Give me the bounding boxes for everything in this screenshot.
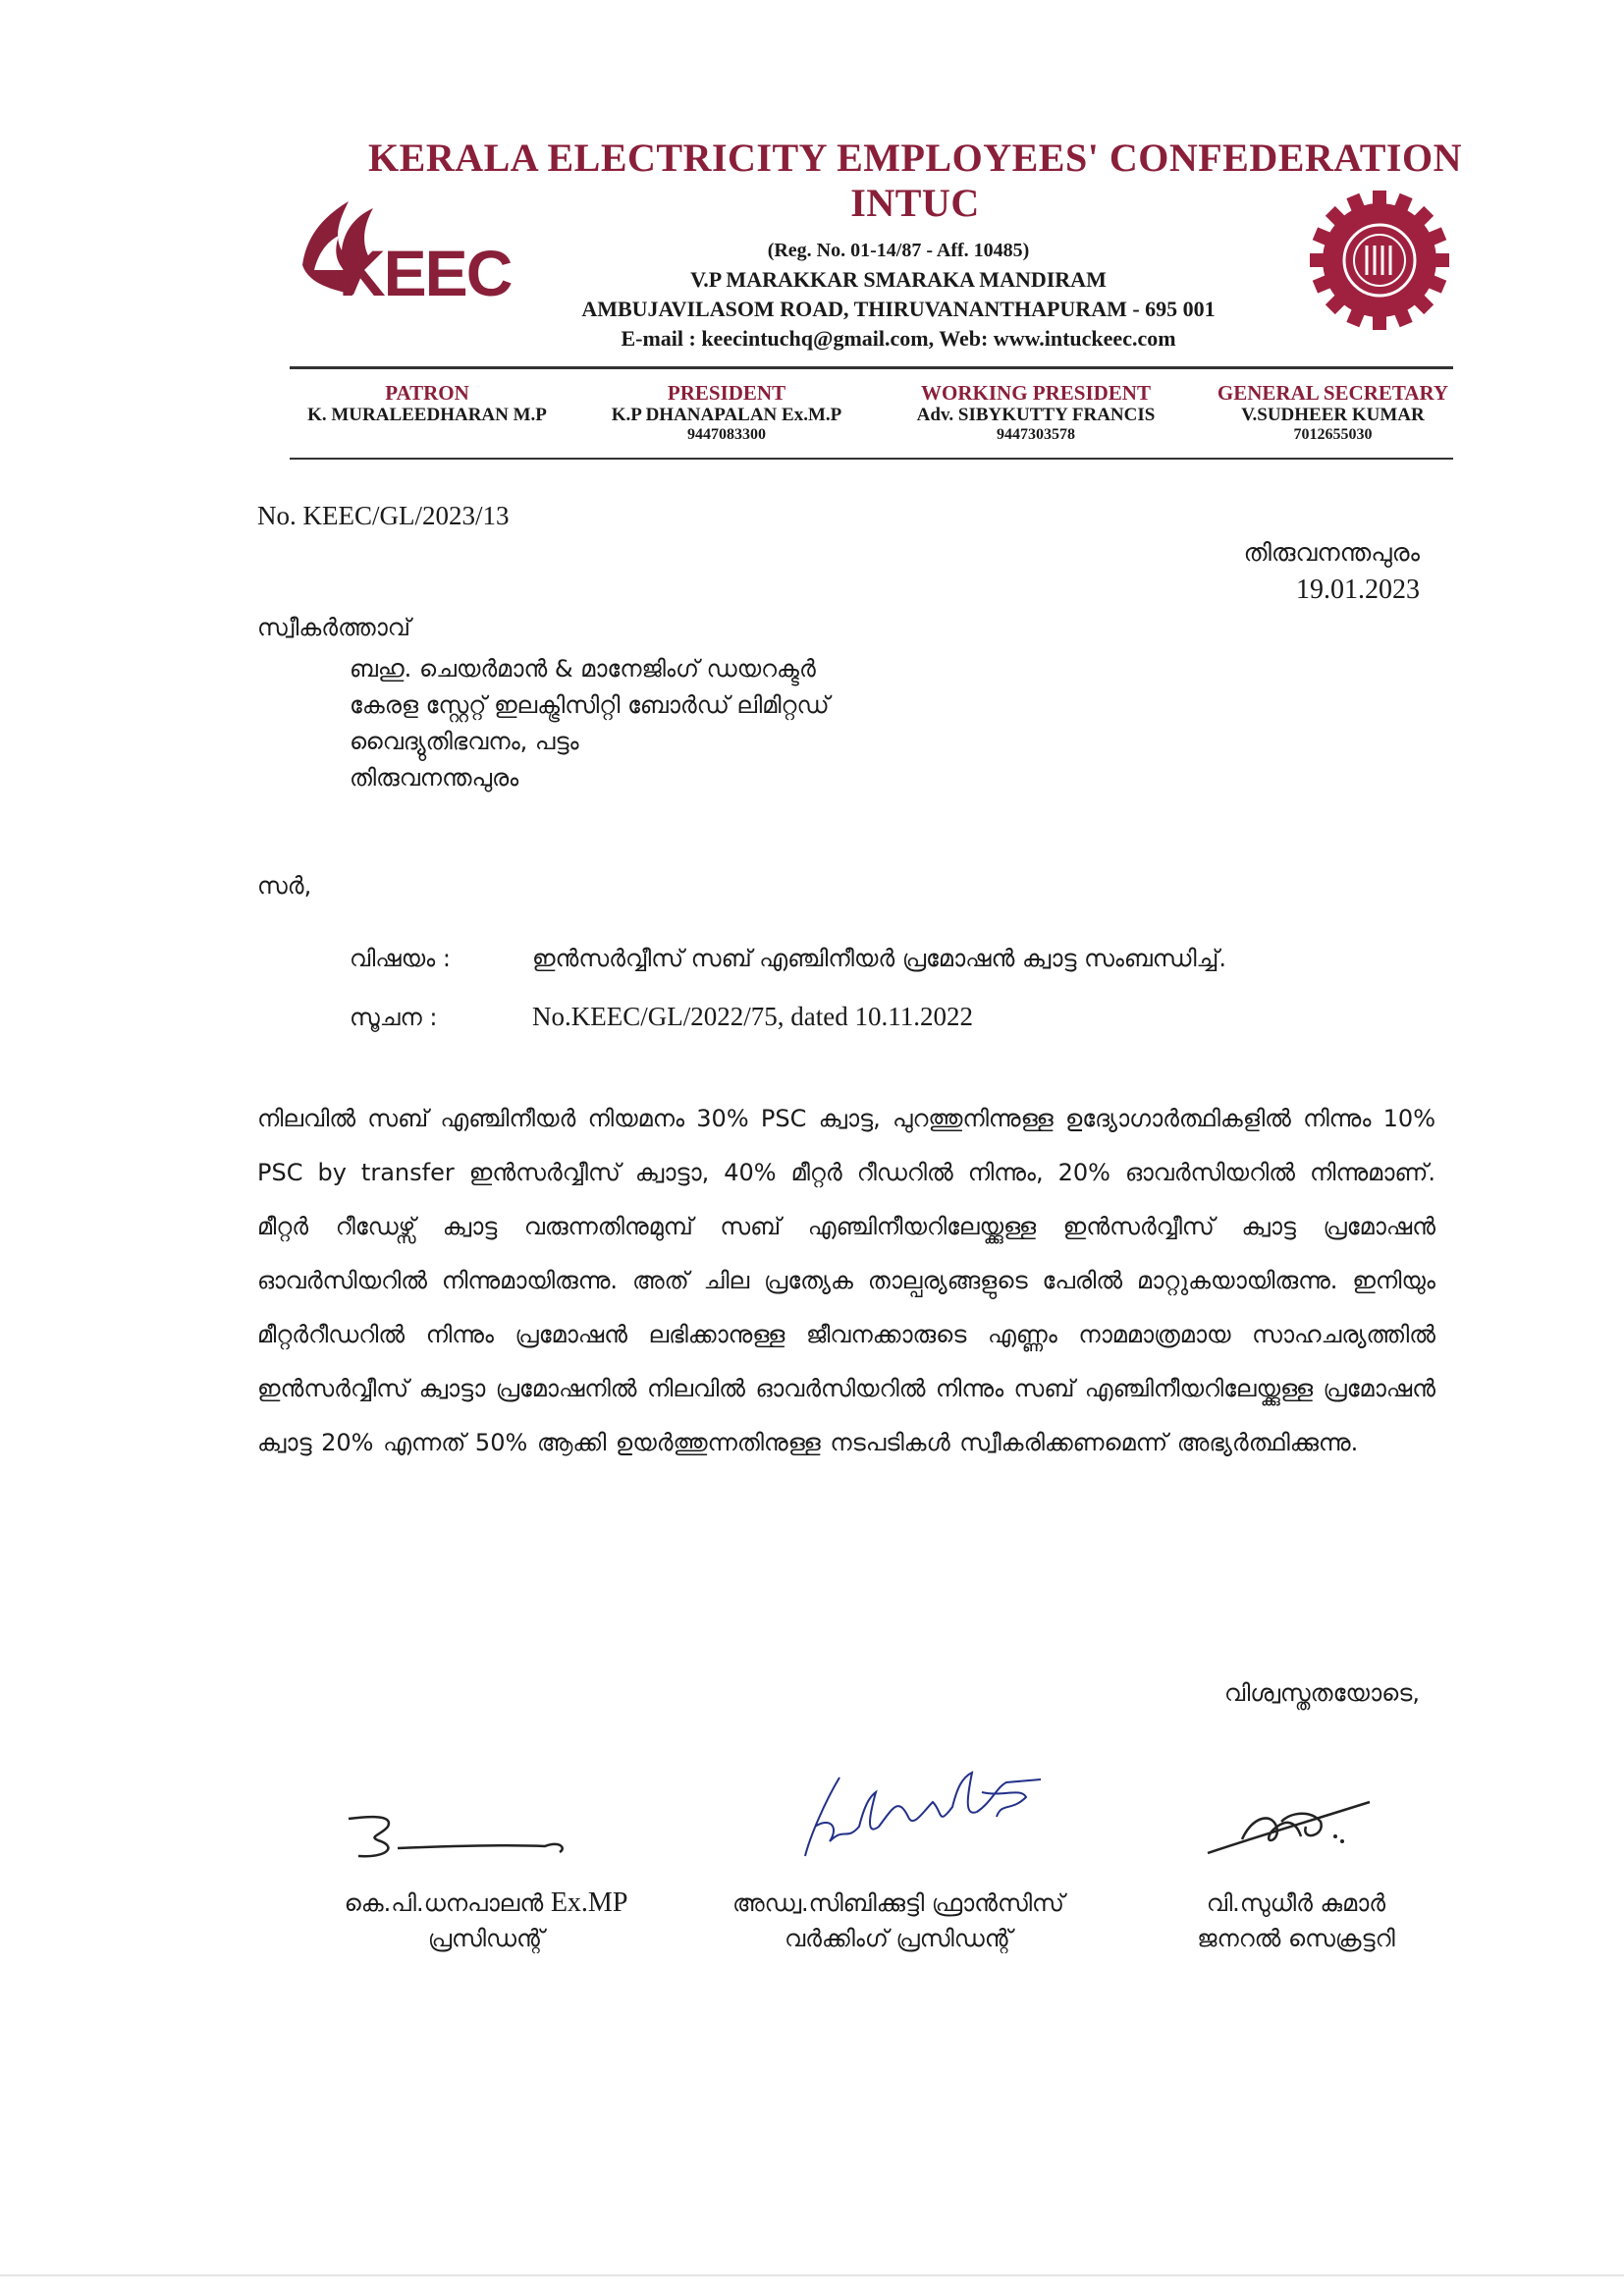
- signatory-suffix: Ex.MP: [550, 1887, 628, 1918]
- signatory-designation: വർക്കിംഗ് പ്രസിഡന്റ്: [785, 1925, 1012, 1952]
- recipient-line: തിരുവനന്തപുരം: [350, 764, 519, 792]
- letter-place: തിരുവനന്തപുരം: [1243, 538, 1420, 567]
- officer-working-president: WORKING PRESIDENT Adv. SIBYKUTTY FRANCIS 9447303578: [916, 381, 1156, 443]
- reference-text: No.KEEC/GL/2022/75, dated 10.11.2022: [532, 1002, 973, 1031]
- logo-text: KEEC: [339, 237, 512, 309]
- signatory-designation: പ്രസിഡന്റ്: [427, 1925, 545, 1952]
- contact-line: E-mail : keecintuchq@gmail.com, Web: www.intuckeec.com: [621, 326, 1176, 351]
- road-line: AMBUJAVILASOM ROAD, THIRUVANANTHAPURAM - 695 001: [581, 297, 1216, 321]
- subject-label: വിഷയം :: [350, 945, 451, 972]
- signatory-president: [295, 1886, 677, 1956]
- letter-date: 19.01.2023: [1296, 574, 1420, 605]
- closing-line: വിശ്വസ്തതയോടെ,: [1224, 1679, 1420, 1707]
- signatory-working-president: [702, 1886, 1095, 1956]
- signatory-name: വി.സുധീർ കുമാർ: [1206, 1889, 1386, 1917]
- gear-seal-icon: [1306, 187, 1453, 334]
- building-line: V.P MARAKKAR SMARAKA MANDIRAM: [690, 267, 1107, 292]
- header-divider-top: [290, 366, 1453, 369]
- signature-president: [339, 1807, 594, 1866]
- signatory-name: അഡ്വ.സിബിക്കുട്ടി ഫ്രാൻസിസ്: [732, 1889, 1064, 1917]
- salutation: സർ,: [257, 872, 312, 900]
- signature-working-president: [785, 1758, 1060, 1876]
- recipient-line: വൈദ്യുതിഭവനം, പട്ടം: [350, 728, 579, 755]
- officer-president: PRESIDENT K.P DHANAPALAN Ex.M.P 9447083300: [611, 381, 842, 443]
- signature-general-secretary: [1203, 1792, 1380, 1871]
- registration-line: (Reg. No. 01-14/87 - Aff. 10485): [767, 240, 1030, 261]
- officer-general-secretary: GENERAL SECRETARY V.SUDHEER KUMAR 7012655030: [1217, 381, 1449, 443]
- letter-body: നിലവിൽ സബ് എഞ്ചിനീയർ നിയമനം 30% PSC ക്വാട്ട, പുറത്തുനിന്നുള്ള ഉദ്യോഗാർത്ഥികളിൽ നിന്നും 10% PSC by transfer ഇൻസർവ്വീസ് ക്വാട്ടാ, 40% മീറ്റർ റീഡറിൽ നിന്നും, 20% ഓവർസിയറിൽ നിന്നുമാണ്. മീറ്റർ റീഡേഴ്സ് ക്വാട്ട വരുന്നതിനുമുമ്പ് സബ് എഞ്ചിനീയറിലേയ്ക്കുള്ള ഇൻസർവ്വീസ് ക്വാട്ട പ്രമോഷൻ ഓവർസിയറിൽ നിന്നുമായിരുന്നു. അത് ചില പ്രത്യേക താല്പര്യങ്ങളുടെ പേരിൽ മാറ്റുകയായിരുന്നു. ഇനിയും മീറ്റർറീഡറിൽ നിന്നും പ്രമോഷൻ ലഭിക്കാനുള്ള ജീവനക്കാരുടെ എണ്ണം നാമമാത്രമായ സാഹചര്യത്തിൽ ഇൻസർവ്വീസ് ക്വാട്ടാ പ്രമോഷനിൽ നിലവിൽ ഓവർസിയറിൽ നിന്നും സബ് എഞ്ചിനീയറിലേയ്ക്കുള്ള പ്രമോഷൻ ക്വാട്ട 20% എന്നത് 50% ആക്കി ഉയർത്തുന്നതിനുള്ള നടപടികൾ സ്വീകരിക്കണമെന്ന് അഭ്യർത്ഥിക്കുന്നു.: [257, 1105, 1435, 1456]
- subject-row: [350, 945, 1430, 972]
- recipient-heading: സ്വീകർത്താവ്: [257, 614, 410, 641]
- officer-patron: PATRON K. MURALEEDHARAN M.P: [307, 381, 547, 425]
- intuc-seal: [1306, 187, 1453, 334]
- signatory-name: കെ.പി.ധനപാലൻ: [344, 1889, 544, 1917]
- signatory-general-secretary: [1139, 1886, 1453, 1956]
- reference-label: സൂചന :: [350, 1004, 438, 1031]
- signatory-designation: ജനറൽ സെക്രട്ടറി: [1197, 1925, 1395, 1952]
- recipient-line: കേരള സ്റ്റേറ്റ് ഇലക്ട്രിസിറ്റി ബോർഡ് ലിമിറ്റഡ്: [350, 691, 830, 719]
- page-edge-line: [0, 2274, 1624, 2276]
- recipient-line: ബഹു. ചെയർമാൻ & മാനേജിംഗ് ഡയറക്ടർ: [350, 655, 816, 683]
- header-divider-bottom: [290, 458, 1453, 460]
- officers-row: [285, 381, 1463, 460]
- reference-number: No. KEEC/GL/2023/13: [257, 501, 510, 530]
- subject-text: ഇൻസർവ്വീസ് സബ് എഞ്ചിനീയർ പ്രമോഷൻ ക്വാട്ട സംബന്ധിച്ച്.: [532, 945, 1226, 972]
- recipient-address: [350, 651, 830, 796]
- org-name-line1: KERALA ELECTRICITY EMPLOYEES' CONFEDERATION: [368, 136, 1462, 180]
- address-block: [491, 236, 1306, 354]
- reference-row: [350, 1002, 973, 1032]
- org-name-line2: INTUC: [850, 181, 980, 225]
